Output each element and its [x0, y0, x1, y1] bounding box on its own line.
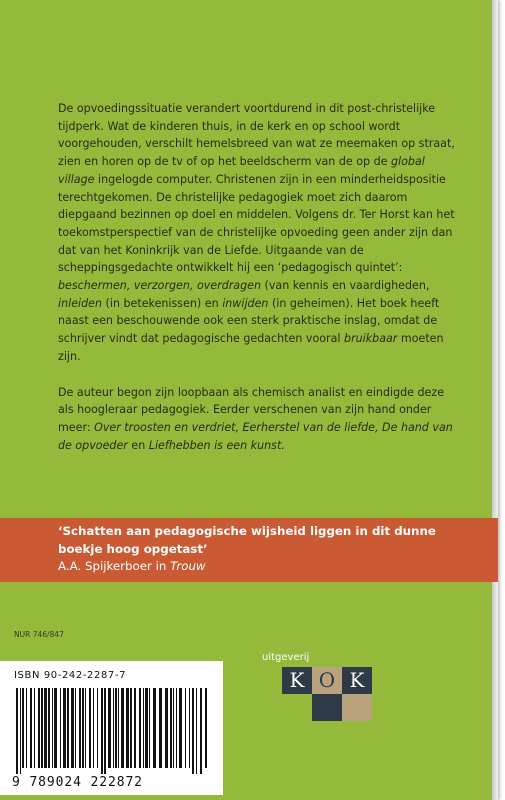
quote-source-publication: Trouw	[170, 559, 206, 573]
barcode-bar	[153, 688, 156, 768]
barcode-bar	[41, 688, 43, 768]
barcode-bar	[52, 688, 53, 768]
italic-phrase: Liefhebben is een kunst.	[148, 438, 285, 452]
barcode-bar	[71, 688, 74, 768]
italic-phrase: bruikbaar	[344, 332, 398, 346]
barcode-bar	[145, 688, 148, 768]
italic-phrase: global village	[58, 155, 425, 186]
text-run: (in geheimen). Het boek heeft naast een beschouwende ook een sterk praktische inslag, omdat de schrijver vindt dat pedagogische gedachten vooral	[58, 296, 440, 346]
logo-letter: K	[289, 668, 305, 692]
barcode-bar	[30, 688, 32, 768]
barcode-bar	[93, 688, 94, 768]
cover-edge	[492, 0, 498, 800]
barcode-bar	[189, 688, 190, 768]
barcode-bar	[130, 688, 132, 768]
barcode-bar	[134, 688, 136, 768]
nur-code: NUR 746/847	[14, 630, 64, 639]
barcode-bar	[16, 688, 18, 774]
blurb-paragraph-1	[58, 100, 458, 366]
italic-phrase: inleiden	[58, 296, 103, 310]
barcode-bar	[89, 688, 91, 768]
barcode-bar	[196, 688, 197, 774]
barcode-bar	[179, 688, 182, 768]
barcode-bar	[159, 688, 162, 768]
blurb-text	[58, 100, 458, 454]
barcode-bar	[44, 688, 47, 768]
barcode-bar	[176, 688, 177, 768]
barcode-bar	[54, 688, 57, 768]
barcode-bar	[34, 688, 35, 768]
barcode-bar	[205, 688, 207, 768]
barcode-bar	[82, 688, 84, 768]
publisher-logo	[282, 667, 372, 722]
barcode-bar	[104, 688, 106, 774]
logo-letter: K	[349, 668, 365, 692]
publisher-label: uitgeverij	[262, 652, 310, 663]
logo-letter: O	[318, 668, 336, 692]
barcode-bar	[79, 688, 81, 768]
barcode-bar	[48, 688, 50, 768]
barcode-bar	[139, 688, 141, 768]
italic-phrase: inwijden	[222, 296, 269, 310]
barcode-bar	[192, 688, 194, 774]
logo-tile	[342, 694, 372, 721]
barcode-bar	[170, 688, 172, 768]
quote-source-name: A.A. Spijkerboer in	[58, 559, 171, 573]
isbn-label: ISBN 90-242-2287-7	[14, 670, 127, 681]
barcode-bar	[118, 688, 119, 768]
barcode-bar	[60, 688, 61, 768]
ean-number: 9 789024 222872	[12, 775, 143, 790]
barcode-bar	[63, 688, 66, 768]
quote-source	[58, 558, 478, 576]
text-run: De auteur begon zijn loopbaan als chemisch analist en eindigde deze als hoogleraar pedagogiek. Eerder verschenen van zijn hand onder meer:	[58, 385, 445, 434]
barcode-bar	[75, 688, 76, 768]
text-run: (van kennis en vaardigheden,	[261, 279, 430, 293]
blurb-paragraph-2	[58, 384, 458, 455]
barcode-bar	[149, 688, 150, 768]
barcode-bar	[20, 688, 21, 774]
barcode-bar	[97, 688, 98, 768]
italic-phrase: Over troosten en verdriet, Eerherstel van de liefde, De hand van de opvoeder	[58, 420, 453, 452]
text-run: De opvoedingssituatie verandert voortdurend in dit post-christelijke tijdperk. Wat de kinderen thuis, in de kerk en op school wordt voorgehouden, verschilt hemelsbreed van wat ze meemaken op straat, zien en horen op de tv of op het beeldscherm van de op de	[58, 102, 455, 169]
barcode-bar	[38, 688, 40, 768]
barcode-bar	[143, 688, 144, 768]
barcode-bar	[173, 688, 174, 768]
barcode-icon	[12, 688, 212, 774]
italic-phrase: beschermen, verzorgen, overdragen	[58, 279, 261, 293]
barcode-bar	[67, 688, 69, 768]
logo-tile	[312, 694, 342, 721]
text-run: en	[127, 438, 149, 452]
barcode-bar	[115, 688, 117, 768]
review-quote	[58, 523, 478, 576]
text-run: (in betekenissen) en	[102, 296, 223, 310]
barcode-bar	[200, 688, 202, 774]
barcode-bar	[108, 688, 111, 768]
barcode-bar	[22, 688, 24, 768]
barcode-bar	[126, 688, 129, 768]
barcode-bar	[26, 688, 27, 768]
quote-text: ‘Schatten aan pedagogische wijsheid liggen in dit dunne boekje hoog opgetast’	[58, 524, 436, 556]
barcode-bar	[101, 688, 103, 774]
barcode-bar	[185, 688, 186, 768]
barcode-bar	[113, 688, 114, 768]
barcode-bar	[85, 688, 86, 768]
text-run: ingelogde computer. Christenen zijn in een minderheidspositie terechtgekomen. De christelijke pedagogiek moet zich daarom diepgaand bezinnen op doel en middelen. Volgens dr. Ter Horst kan het toekomstperspectief van de christelijke opvoeding geen ander zijn dan dat van het Koninkrijk van de Liefde. Uitgaande van de scheppingsgedachte ontwikkelt hij een ‘pedagogisch quintet’:	[58, 172, 455, 275]
barcode-bar	[121, 688, 124, 768]
barcode-bar	[165, 688, 168, 768]
text-run: moeten zijn.	[58, 332, 444, 363]
